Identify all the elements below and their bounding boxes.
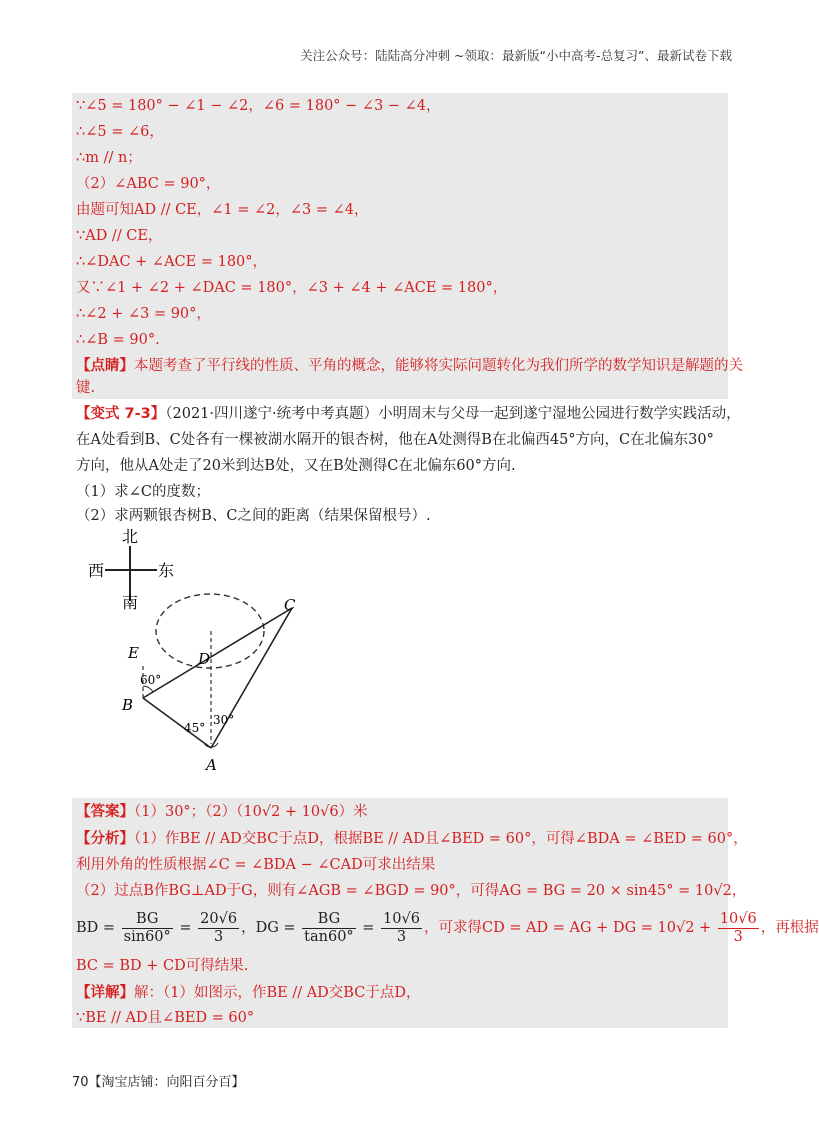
bd-value-denominator: 3 [214, 928, 224, 945]
cd-fraction [718, 911, 759, 946]
solution-line: ∴∠5 = ∠6， [76, 124, 164, 140]
analysis-line-5: BC = BD + CD可得结果. [76, 958, 249, 974]
answer-line [76, 802, 368, 822]
analysis-formula-line [76, 908, 819, 948]
dg-value-denominator: 3 [396, 928, 407, 945]
page-header: 关注公众号：陆陆高分冲刺 ~领取：最新版“小中高考-总复习”、最新试卷下载 [300, 48, 732, 63]
problem-line-3: 方向，他从A处走了20米到达B处，又在B处测得C在北偏东60°方向. [76, 458, 516, 474]
compass-east: 东 [158, 561, 175, 580]
review-tag: 【点睛】 [76, 358, 134, 374]
solution-line: ∵AD // CE， [76, 228, 163, 244]
answer-text: （1）30°；（2）（10√2 + 10√6）米 [134, 804, 368, 820]
solution-line: ∴∠2 + ∠3 = 90°， [76, 306, 211, 322]
solution-line: ∴∠DAC + ∠ACE = 180°， [76, 254, 268, 270]
solution-line: ∴m // n； [76, 150, 142, 166]
label-a: A [206, 756, 217, 774]
analysis-line-1 [76, 829, 748, 849]
solution-line: 又∵∠1 + ∠2 + ∠DAC = 180°，∠3 + ∠4 + ∠ACE = 180°， [76, 280, 508, 296]
bd-value-fraction [198, 911, 239, 946]
analysis-line-3: （2）过点B作BG⊥AD于G，则有∠AGB = ∠BGD = 90°，可得AG = BG = 20 × sin45° = 10√2， [76, 883, 747, 899]
dg-value-fraction [381, 911, 422, 946]
detail-tag: 【详解】 [76, 985, 134, 1001]
page-footer: 70【淘宝店铺：向阳百分百】 [72, 1075, 245, 1090]
question-1: （1）求∠C的度数； [76, 484, 210, 500]
analysis-tag: 【分析】 [76, 831, 134, 847]
dg-lhs: ，DG = [241, 920, 296, 936]
angle-label-30: 30° [213, 713, 235, 727]
solution-line: （2）∠ABC = 90°， [76, 176, 221, 192]
bd-numerator: BG [122, 911, 173, 929]
dg-equals: = [362, 920, 375, 936]
compass-south: 南 [121, 593, 139, 612]
cd-end: ，再根据 [760, 920, 819, 936]
detail-line-2: ∵BE // AD且∠BED = 60° [76, 1010, 255, 1026]
dg-numerator: BG [302, 911, 356, 929]
problem-line-1 [76, 404, 741, 424]
cd-numerator: 10√6 [719, 910, 757, 927]
bd-equals: = [179, 920, 192, 936]
detail-line-1 [76, 983, 420, 1003]
segment-bc [143, 608, 292, 698]
dg-denominator: tan60° [304, 928, 354, 945]
bd-denominator: sin60° [123, 928, 171, 945]
problem-line-2: 在A处看到B、C处各有一棵被湖水隔开的银杏树，他在A处测得B在北偏西45°方向，C在北偏东30° [76, 432, 714, 448]
segment-ac [211, 608, 292, 748]
compass-west: 西 [88, 561, 105, 580]
problem-source: （2021·四川遂宁·统考中考真题）小明周末与父母一起到遂宁湿地公园进行数学实践活动， [165, 406, 741, 422]
label-c: C [284, 596, 296, 614]
review-line-2: 键. [76, 380, 96, 396]
answer-tag: 【答案】 [76, 804, 134, 820]
bd-fraction [122, 911, 173, 946]
label-b: B [122, 696, 134, 714]
dg-value-numerator: 10√6 [383, 910, 420, 927]
label-e: E [128, 644, 139, 662]
solution-line: ∴∠B = 90°. [76, 332, 160, 348]
cd-text: ，可求得CD = AD = AG + DG = 10√2 + [423, 920, 712, 936]
solution-line: ∵∠5 = 180° − ∠1 − ∠2，∠6 = 180° − ∠3 − ∠4， [76, 98, 441, 114]
angle-label-45: 45° [184, 721, 206, 735]
review-line-1 [76, 356, 743, 376]
geometry-diagram [80, 526, 340, 776]
analysis-line-2: 利用外角的性质根据∠C = ∠BDA − ∠CAD可求出结果 [76, 857, 436, 873]
bd-lhs: BD = [76, 920, 116, 936]
dg-fraction [302, 911, 356, 946]
problem-tag: 【变式 7-3】 [76, 406, 166, 422]
solution-block-top [72, 93, 728, 399]
detail-text-1: 解：（1）如图示，作BE // AD交BC于点D， [134, 985, 421, 1001]
review-text: 本题考查了平行线的性质、平角的概念，能够将实际问题转化为我们所学的数学知识是解题的关 [134, 358, 743, 374]
question-2: （2）求两颗银杏树B、C之间的距离（结果保留根号）. [76, 508, 431, 524]
solution-line: 由题可知AD // CE，∠1 = ∠2，∠3 = ∠4， [76, 202, 369, 218]
cd-denominator: 3 [733, 928, 743, 945]
bd-value-numerator: 20√6 [200, 910, 238, 927]
angle-label-60: 60° [140, 673, 162, 687]
analysis-text-1: （1）作BE // AD交BC于点D，根据BE // AD且∠BED = 60°，可得∠BDA = ∠BED = 60°， [134, 831, 748, 847]
compass-north: 北 [121, 527, 139, 546]
label-d: D [198, 650, 211, 668]
